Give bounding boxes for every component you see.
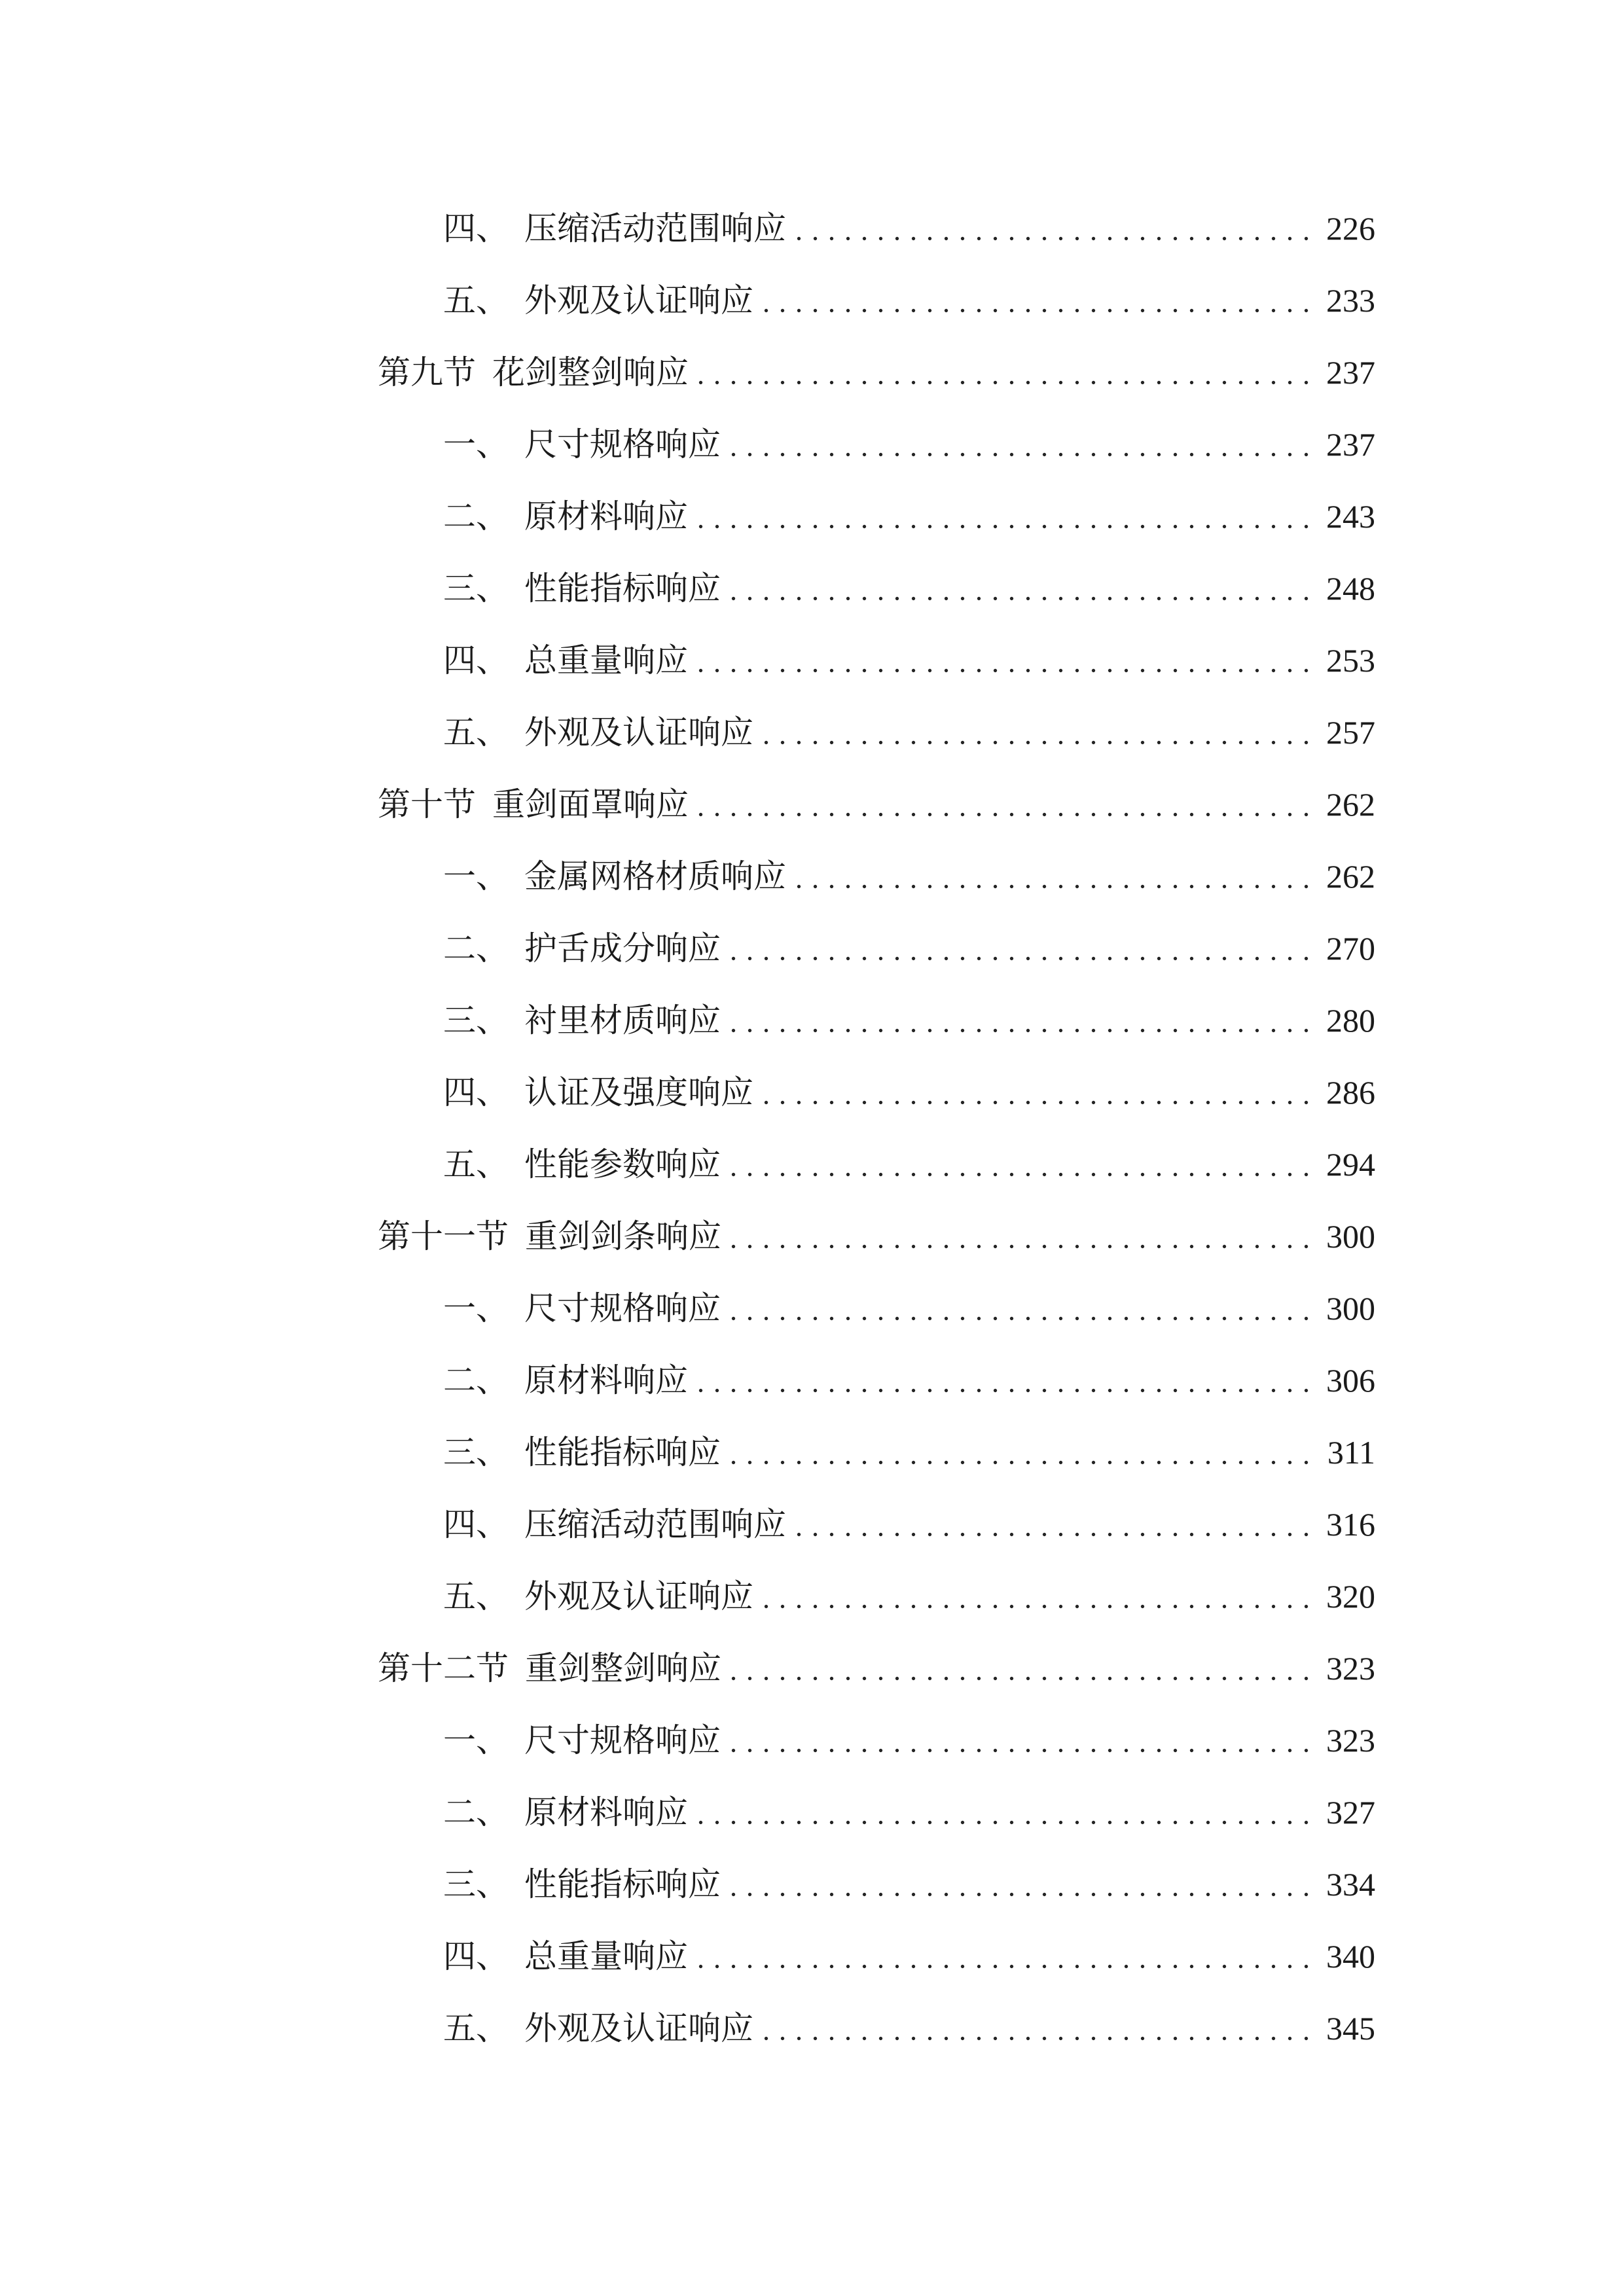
toc-entry-number: 一、 <box>443 1290 509 1327</box>
toc-entry <box>378 192 1375 264</box>
toc-page-number: 345 <box>1326 2010 1375 2047</box>
dot-leader <box>727 912 1314 984</box>
toc-entry <box>378 480 1375 552</box>
toc-page-number: 226 <box>1326 210 1375 247</box>
toc-entry <box>378 1560 1375 1632</box>
toc-entry-number: 一、 <box>443 858 509 895</box>
toc-entry <box>378 1272 1375 1344</box>
toc-page-number: 237 <box>1326 354 1375 391</box>
toc-section-number: 第十二节 <box>378 1650 509 1687</box>
toc-entry <box>378 408 1375 480</box>
toc-entry <box>378 1056 1375 1128</box>
toc-entry <box>378 696 1375 768</box>
toc-page-number: 306 <box>1326 1362 1375 1399</box>
toc-entry <box>378 552 1375 624</box>
toc-entry-title: 原材料响应 <box>524 1362 688 1399</box>
dot-leader <box>727 984 1314 1056</box>
toc-page-number: 237 <box>1326 426 1375 463</box>
toc-page-number: 300 <box>1326 1290 1375 1327</box>
toc-entry <box>378 264 1375 336</box>
dot-leader <box>727 1704 1314 1776</box>
toc-entry-title: 压缩活动范围响应 <box>524 1506 786 1543</box>
toc-entry-title: 总重量响应 <box>524 1938 688 1975</box>
toc-entry-title: 性能指标响应 <box>524 1434 721 1471</box>
toc-section-number: 第十节 <box>378 786 476 823</box>
dot-leader <box>793 1488 1314 1560</box>
toc-entry-title: 外观及认证响应 <box>524 714 753 751</box>
dot-leader <box>695 1344 1314 1416</box>
toc-entry-title: 外观及认证响应 <box>524 282 753 319</box>
toc-entry <box>378 624 1375 696</box>
toc-section-number: 第十一节 <box>378 1218 509 1255</box>
toc-page-number: 316 <box>1326 1506 1375 1543</box>
toc-page-number: 294 <box>1326 1146 1375 1183</box>
dot-leader <box>760 1560 1314 1632</box>
toc-page-number: 262 <box>1326 858 1375 895</box>
dot-leader <box>727 1848 1314 1920</box>
toc-entry <box>378 1776 1375 1848</box>
toc-entry <box>378 1128 1375 1200</box>
toc-page-number: 253 <box>1326 642 1375 679</box>
toc-entry-number: 四、 <box>443 1506 509 1543</box>
dot-leader <box>727 408 1314 480</box>
toc-entry-title: 外观及认证响应 <box>524 2010 753 2047</box>
toc-entry <box>378 912 1375 984</box>
toc-entry-title: 尺寸规格响应 <box>524 1290 721 1327</box>
dot-leader <box>695 1920 1314 1992</box>
toc-section-title: 花剑整剑响应 <box>492 354 689 391</box>
dot-leader <box>728 1632 1314 1704</box>
toc-entry-number: 三、 <box>443 570 509 607</box>
toc-entry <box>378 1344 1375 1416</box>
toc-entry-title: 金属网格材质响应 <box>524 858 786 895</box>
dot-leader <box>695 336 1314 408</box>
toc-entry-title: 原材料响应 <box>524 1794 688 1831</box>
dot-leader <box>695 1776 1314 1848</box>
dot-leader <box>760 264 1314 336</box>
toc-entry-title: 衬里材质响应 <box>524 1002 721 1039</box>
toc-page-number: 323 <box>1326 1650 1375 1687</box>
toc-page-number: 233 <box>1326 282 1375 319</box>
toc-entry-number: 四、 <box>443 210 509 247</box>
toc-section-title: 重剑剑条响应 <box>525 1218 721 1255</box>
toc-entry-number: 五、 <box>443 2010 509 2047</box>
toc-entry-title: 原材料响应 <box>524 498 688 535</box>
toc-entry-number: 五、 <box>443 1578 509 1615</box>
toc-entry-number: 四、 <box>443 642 509 679</box>
toc-section-title: 重剑面罩响应 <box>492 786 689 823</box>
toc-entry-number: 二、 <box>443 1794 509 1831</box>
toc-entry <box>378 1992 1375 2064</box>
dot-leader <box>727 1272 1314 1344</box>
dot-leader <box>727 1416 1314 1488</box>
toc-page-number: 327 <box>1326 1794 1375 1831</box>
toc-entry <box>378 1920 1375 1992</box>
toc-entry-number: 一、 <box>443 426 509 463</box>
dot-leader <box>793 192 1314 264</box>
toc-page-number: 280 <box>1326 1002 1375 1039</box>
toc-page-number: 257 <box>1326 714 1375 751</box>
dot-leader <box>728 1200 1314 1272</box>
toc-entry <box>378 1704 1375 1776</box>
toc-entry-title: 尺寸规格响应 <box>524 426 721 463</box>
toc-section <box>378 1200 1375 1272</box>
toc-entry-title: 压缩活动范围响应 <box>524 210 786 247</box>
dot-leader <box>727 552 1314 624</box>
dot-leader <box>760 1992 1314 2064</box>
toc-entry-title: 护舌成分响应 <box>524 930 721 967</box>
toc-entry <box>378 1848 1375 1920</box>
toc-entry <box>378 1416 1375 1488</box>
toc-entry-number: 五、 <box>443 714 509 751</box>
dot-leader <box>695 768 1314 840</box>
toc-entry-title: 尺寸规格响应 <box>524 1722 721 1759</box>
toc-page-number: 340 <box>1326 1938 1375 1975</box>
toc-entry <box>378 984 1375 1056</box>
toc-page-number: 320 <box>1326 1578 1375 1615</box>
toc-page-number: 248 <box>1326 570 1375 607</box>
toc-entry-number: 五、 <box>443 1146 509 1183</box>
dot-leader <box>727 1128 1314 1200</box>
toc-entry-title: 性能指标响应 <box>524 570 721 607</box>
toc-section-number: 第九节 <box>378 354 476 391</box>
toc-entry-title: 性能指标响应 <box>524 1866 721 1903</box>
dot-leader <box>760 696 1314 768</box>
toc-entry-number: 二、 <box>443 498 509 535</box>
toc-page-number: 334 <box>1326 1866 1375 1903</box>
toc-entry-title: 性能参数响应 <box>524 1146 721 1183</box>
toc-section <box>378 1632 1375 1704</box>
dot-leader <box>695 480 1314 552</box>
toc-section <box>378 768 1375 840</box>
toc-entry-number: 一、 <box>443 1722 509 1759</box>
toc-entry-number: 三、 <box>443 1002 509 1039</box>
dot-leader <box>695 624 1314 696</box>
toc-entry <box>378 840 1375 912</box>
dot-leader <box>760 1056 1314 1128</box>
toc-entry <box>378 1488 1375 1560</box>
toc-entry-title: 外观及认证响应 <box>524 1578 753 1615</box>
toc-page-number: 323 <box>1326 1722 1375 1759</box>
toc-entry-number: 四、 <box>443 1938 509 1975</box>
toc-page-number: 270 <box>1326 930 1375 967</box>
toc-page-number: 311 <box>1327 1434 1375 1471</box>
toc-entry-number: 三、 <box>443 1866 509 1903</box>
toc-section <box>378 336 1375 408</box>
table-of-contents <box>378 192 1375 2064</box>
toc-entry-title: 认证及强度响应 <box>524 1074 753 1111</box>
toc-page-number: 262 <box>1326 786 1375 823</box>
toc-page-number: 286 <box>1326 1074 1375 1111</box>
toc-entry-number: 三、 <box>443 1434 509 1471</box>
dot-leader <box>793 840 1314 912</box>
toc-entry-number: 二、 <box>443 930 509 967</box>
toc-page-number: 243 <box>1326 498 1375 535</box>
toc-section-title: 重剑整剑响应 <box>525 1650 721 1687</box>
toc-page-number: 300 <box>1326 1218 1375 1255</box>
toc-entry-number: 二、 <box>443 1362 509 1399</box>
toc-entry-title: 总重量响应 <box>524 642 688 679</box>
toc-entry-number: 四、 <box>443 1074 509 1111</box>
toc-entry-number: 五、 <box>443 282 509 319</box>
